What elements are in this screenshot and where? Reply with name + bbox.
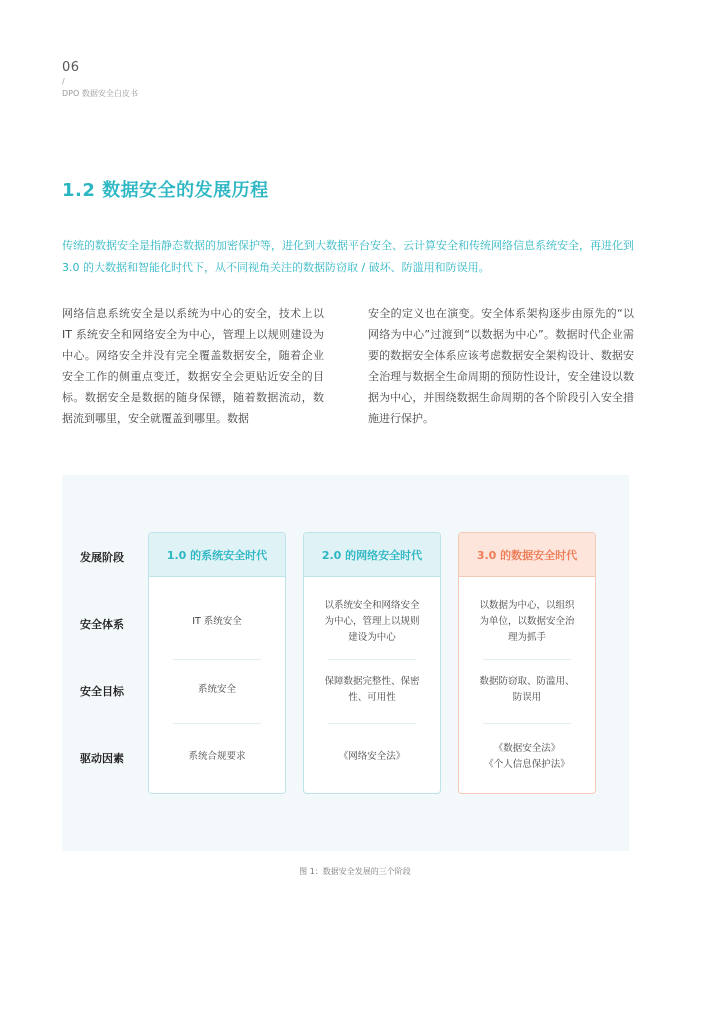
stage-title: 1.0 的系统安全时代	[149, 533, 285, 577]
stage-system: 以系统安全和网络安全为中心，管理上以规则建设为中心	[324, 600, 420, 643]
row-divider	[328, 659, 416, 660]
stage-goal: 保障数据完整性、保密性、可用性	[324, 676, 420, 703]
row-label-system: 安全体系	[80, 618, 124, 631]
stage-card-3	[458, 532, 596, 794]
page-number: 06	[62, 60, 80, 75]
stage-card-1	[148, 532, 286, 794]
header-slash: /	[62, 77, 65, 86]
lead-paragraph: 传统的数据安全是指静态数据的加密保护等，进化到大数据平台安全、云计算安全和传统网络信息系统安全，再进化到 3.0 的大数据和智能化时代下，从不同视角关注的数据防窃取 / 破坏、防滥用和防误用。	[62, 239, 634, 274]
body-column-left: 网络信息系统安全是以系统为中心的安全，技术上以 IT 系统安全和网络安全为中心，管理上以规则建设为中心。网络安全并没有完全覆盖数据安全，随着企业安全工作的侧重点变迁，数据安全会更贴近安全的目标。数据安全是数据的随身保镖，随着数据流动，数据流到哪里，安全就覆盖到哪里。数据	[62, 307, 324, 425]
stage-driver: 《数据安全法》 《个人信息保护法》	[484, 743, 570, 770]
stage-system: IT 系统安全	[192, 616, 242, 627]
row-divider	[173, 723, 261, 724]
stage-driver: 系统合规要求	[188, 751, 246, 762]
section-title: 1.2 数据安全的发展历程	[62, 180, 269, 201]
stage-title: 2.0 的网络安全时代	[304, 533, 440, 577]
row-label-goal: 安全目标	[80, 685, 124, 698]
stage-system: 以数据为中心，以组织为单位，以数据安全治理为抓手	[479, 600, 575, 643]
row-divider	[483, 723, 571, 724]
stage-goal: 系统安全	[197, 684, 236, 695]
stage-card-2	[303, 532, 441, 794]
row-divider	[173, 659, 261, 660]
stage-title: 3.0 的数据安全时代	[459, 533, 595, 577]
page-header	[62, 60, 138, 99]
document-title: DPO 数据安全白皮书	[62, 89, 138, 98]
figure-caption: 图 1：数据安全发展的三个阶段	[299, 867, 411, 876]
row-divider	[483, 659, 571, 660]
stage-driver: 《网络安全法》	[338, 751, 406, 762]
row-label-stage: 发展阶段	[80, 551, 124, 564]
row-divider	[328, 723, 416, 724]
row-label-driver: 驱动因素	[80, 752, 124, 765]
body-column-right: 安全的定义也在演变。安全体系架构逐步由原先的“以网络为中心”过渡到“以数据为中心”。数据时代企业需要的数据安全体系应该考虑数据安全架构设计、数据安全治理与数据全生命周期的预防性设计，安全建设以数据为中心，并围绕数据生命周期的各个阶段引入安全措施进行保护。	[368, 307, 634, 425]
stage-goal: 数据防窃取、防滥用、防误用	[479, 676, 575, 703]
